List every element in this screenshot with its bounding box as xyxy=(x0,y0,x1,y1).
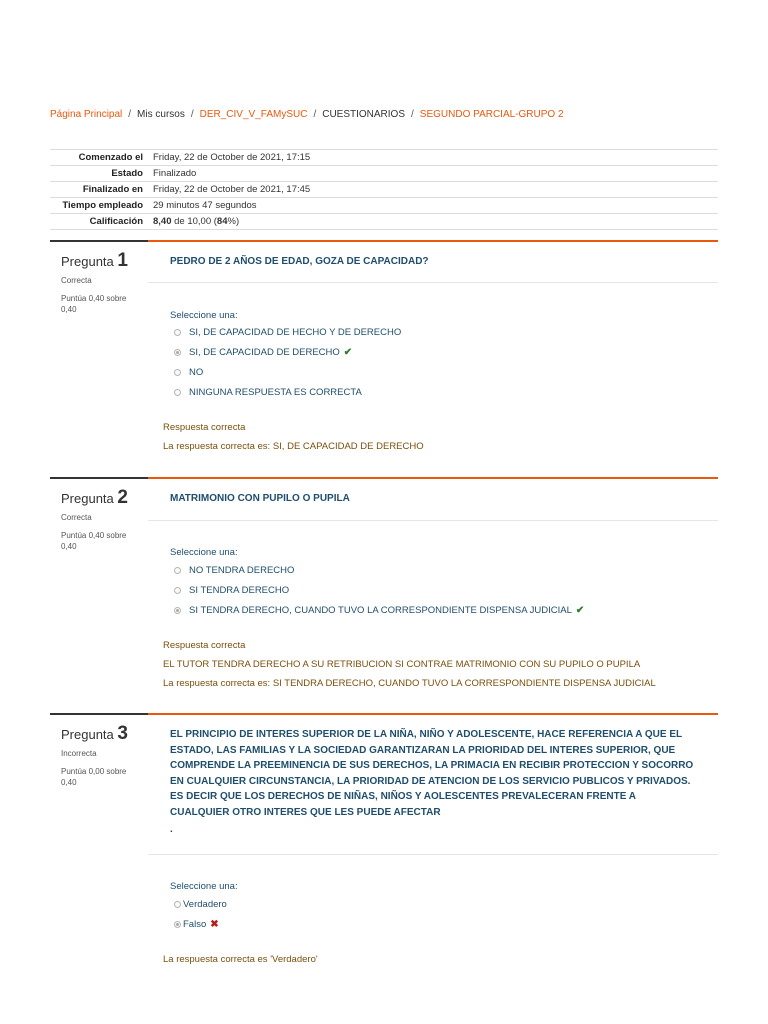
feedback-status: Respuesta correcta xyxy=(163,640,246,651)
question-1 xyxy=(50,240,718,470)
question-info xyxy=(50,477,148,552)
divider xyxy=(148,854,718,855)
check-icon: ✔ xyxy=(343,347,353,358)
breadcrumb-quiz-link[interactable]: SEGUNDO PARCIAL-GRUPO 2 xyxy=(419,109,564,120)
grade-percent-sign: %) xyxy=(227,216,240,227)
summary-value: Friday, 22 de October de 2021, 17:45 xyxy=(148,182,718,198)
summary-value: Friday, 22 de October de 2021, 17:15 xyxy=(148,150,718,166)
option-label: SI TENDRA DERECHO, CUANDO TUVO LA CORRESPONDIENTE DISPENSA JUDICIAL xyxy=(189,605,572,616)
summary-label: Estado xyxy=(50,166,148,182)
radio-button[interactable] xyxy=(174,369,181,376)
option-label: SI, DE CAPACIDAD DE HECHO Y DE DERECHO xyxy=(189,327,402,338)
option-label: Verdadero xyxy=(183,899,227,910)
breadcrumb-separator: / xyxy=(411,109,414,120)
breadcrumb-home-link[interactable]: Página Principal xyxy=(50,109,123,120)
select-prompt: Seleccione una: xyxy=(170,547,238,558)
option-label: NINGUNA RESPUESTA ES CORRECTA xyxy=(189,387,362,398)
summary-value xyxy=(148,214,718,230)
grade-score: 8,40 xyxy=(153,216,172,227)
summary-value: Finalizado xyxy=(148,166,718,182)
radio-button-selected[interactable] xyxy=(174,349,181,356)
summary-label: Finalizado en xyxy=(50,182,148,198)
question-grade: Puntúa 0,40 sobre 0,40 xyxy=(61,531,127,551)
question-content xyxy=(148,240,718,398)
question-3 xyxy=(50,713,718,983)
radio-button[interactable] xyxy=(174,329,181,336)
summary-value: 29 minutos 47 segundos xyxy=(148,198,718,214)
select-prompt: Seleccione una: xyxy=(170,881,238,892)
select-prompt: Seleccione una: xyxy=(170,310,238,321)
option-label: Falso xyxy=(183,919,207,930)
radio-button[interactable] xyxy=(174,567,181,574)
breadcrumb-separator: / xyxy=(313,109,317,120)
answer-option[interactable] xyxy=(174,327,401,338)
answer-option-false[interactable] xyxy=(174,919,219,930)
radio-button-selected[interactable] xyxy=(174,921,181,928)
option-label: NO xyxy=(189,367,204,378)
correct-answer-feedback: La respuesta correcta es: SI TENDRA DERECHO, CUANDO TUVO LA CORRESPONDIENTE DISPENSA JUDICIAL xyxy=(163,678,656,689)
answer-option[interactable] xyxy=(174,347,352,358)
question-statement: EL PRINCIPIO DE INTERES SUPERIOR DE LA NIÑA, NIÑO Y ADOLESCENTE, HACE REFERENCIA A QUE EL ESTADO, LAS FAMILIAS Y LA SOCIEDAD GARANTIZARAN LA PRIORIDAD DEL INTERES SUPERIOR, QUE COMPRENDE LA PREEMINENCIA DE SUS DERECHOS, LA PRIMACIA EN RECIBIR PROTECCION Y SOCORRO EN CUALQUIER CIRCUNSTANCIA, LA PRIORIDAD DE ATENCION DE LOS SERVICIO PUBLICOS Y PRIVADOS. ES DECIR QUE LOS DERECHOS DE NIÑAS, NIÑOS Y AOLESCENTES PREVALECERAN FRENTE A CUALQUIER OTRO INTERES QUE LES PUEDE AFECTAR xyxy=(170,729,694,818)
question-label: Pregunta xyxy=(61,254,114,269)
summary-row-time xyxy=(50,198,718,214)
correct-answer-feedback: La respuesta correcta es: SI, DE CAPACIDAD DE DERECHO xyxy=(163,441,424,452)
option-label: NO TENDRA DERECHO xyxy=(189,565,295,576)
answer-option[interactable] xyxy=(174,585,289,596)
question-info xyxy=(50,713,148,788)
summary-label: Tiempo empleado xyxy=(50,198,148,214)
divider xyxy=(148,520,718,521)
breadcrumb xyxy=(50,109,564,120)
question-title xyxy=(61,723,148,745)
question-state: Correcta xyxy=(61,276,92,285)
answer-option[interactable] xyxy=(174,367,203,378)
radio-button-selected[interactable] xyxy=(174,607,181,614)
answer-option-true[interactable] xyxy=(174,899,227,910)
summary-row-finished xyxy=(50,182,718,198)
option-label: SI TENDRA DERECHO xyxy=(189,585,290,596)
breadcrumb-course-link[interactable]: DER_CIV_V_FAMySUC xyxy=(199,109,308,120)
summary-label: Calificación xyxy=(50,214,148,230)
question-text: PEDRO DE 2 AÑOS DE EDAD, GOZA DE CAPACIDAD? xyxy=(148,240,718,283)
breadcrumb-section: CUESTIONARIOS xyxy=(322,109,406,120)
question-text xyxy=(148,713,718,855)
option-label: SI, DE CAPACIDAD DE DERECHO xyxy=(189,347,340,358)
summary-label: Comenzado el xyxy=(50,150,148,166)
grade-percent: 84 xyxy=(216,216,228,227)
summary-row-grade xyxy=(50,214,718,230)
radio-button[interactable] xyxy=(174,901,181,908)
question-text: MATRIMONIO CON PUPILO O PUPILA xyxy=(148,477,718,521)
answer-option[interactable] xyxy=(174,387,362,398)
question-content xyxy=(148,477,718,616)
correct-answer-feedback: La respuesta correcta es 'Verdadero' xyxy=(163,954,318,965)
question-grade: Puntúa 0,40 sobre 0,40 xyxy=(61,294,127,314)
breadcrumb-separator: / xyxy=(128,109,132,120)
attempt-summary-table xyxy=(50,149,718,230)
answer-option[interactable] xyxy=(174,565,294,576)
question-grade: Puntúa 0,00 sobre 0,40 xyxy=(61,767,127,787)
question-2 xyxy=(50,477,718,707)
check-icon: ✔ xyxy=(575,605,585,616)
question-number: 2 xyxy=(117,487,128,508)
question-number: 1 xyxy=(117,250,128,271)
question-content xyxy=(148,713,718,930)
radio-button[interactable] xyxy=(174,389,181,396)
question-label: Pregunta xyxy=(61,491,114,506)
breadcrumb-separator: / xyxy=(190,109,194,120)
question-state: Incorrecta xyxy=(61,749,97,758)
question-number: 3 xyxy=(117,723,128,744)
radio-button[interactable] xyxy=(174,587,181,594)
question-text-tail: . xyxy=(170,824,173,835)
grade-total: de 10,00 ( xyxy=(171,216,217,227)
summary-row-state xyxy=(50,166,718,182)
feedback-status: Respuesta correcta xyxy=(163,422,246,433)
question-info xyxy=(50,240,148,315)
divider xyxy=(148,282,718,283)
breadcrumb-courses: Mis cursos xyxy=(137,109,185,120)
question-title xyxy=(61,487,148,509)
cross-icon: ✖ xyxy=(210,919,219,930)
question-title xyxy=(61,250,148,272)
answer-option[interactable] xyxy=(174,605,584,616)
question-label: Pregunta xyxy=(61,727,114,742)
general-feedback: EL TUTOR TENDRA DERECHO A SU RETRIBUCION SI CONTRAE MATRIMONIO CON SU PUPILO O PUPILA xyxy=(163,659,641,670)
question-state: Correcta xyxy=(61,513,92,522)
summary-row-started xyxy=(50,150,718,166)
